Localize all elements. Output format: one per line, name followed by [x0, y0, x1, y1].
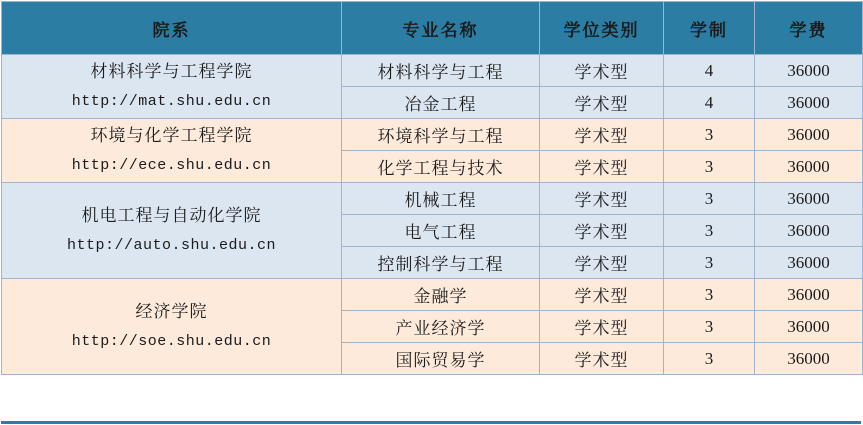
tuition-cell: 36000 [755, 87, 863, 119]
duration-cell: 4 [664, 87, 755, 119]
tuition-cell: 36000 [755, 247, 863, 279]
degree-type-cell: 学术型 [540, 279, 664, 311]
tuition-cell: 36000 [755, 119, 863, 151]
department-cell [2, 183, 342, 279]
column-header-duration: 学制 [664, 2, 755, 55]
duration-cell: 3 [664, 311, 755, 343]
table-header [2, 2, 863, 55]
degree-type-cell: 学术型 [540, 87, 664, 119]
degree-type-cell: 学术型 [540, 343, 664, 375]
degree-type-cell: 学术型 [540, 311, 664, 343]
degree-type-cell: 学术型 [540, 247, 664, 279]
degree-type-cell: 学术型 [540, 55, 664, 87]
degree-type-cell: 学术型 [540, 183, 664, 215]
duration-cell: 3 [664, 343, 755, 375]
department-name: 经济学院 [135, 302, 208, 322]
major-name-cell: 产业经济学 [342, 311, 540, 343]
major-name-cell: 冶金工程 [342, 87, 540, 119]
table-row [2, 183, 863, 215]
department-url[interactable]: http://ece.shu.edu.cn [71, 157, 272, 175]
major-name-cell: 机械工程 [342, 183, 540, 215]
column-header-tuition: 学费 [755, 2, 863, 55]
department-cell [2, 55, 342, 119]
duration-cell: 3 [664, 119, 755, 151]
duration-cell: 3 [664, 151, 755, 183]
tuition-cell: 36000 [755, 55, 863, 87]
department-name: 材料科学与工程学院 [90, 62, 253, 82]
duration-cell: 3 [664, 183, 755, 215]
table-row [2, 279, 863, 311]
department-cell [2, 279, 342, 375]
major-name-cell: 金融学 [342, 279, 540, 311]
column-header-department: 院系 [2, 2, 342, 55]
major-name-cell: 国际贸易学 [342, 343, 540, 375]
majors-table-sheet [0, 1, 863, 425]
duration-cell: 3 [664, 215, 755, 247]
department-name: 环境与化学工程学院 [90, 126, 253, 146]
degree-type-cell: 学术型 [540, 151, 664, 183]
department-url[interactable]: http://soe.shu.edu.cn [71, 333, 272, 351]
column-header-major: 专业名称 [342, 2, 540, 55]
tuition-cell: 36000 [755, 311, 863, 343]
tuition-cell: 36000 [755, 215, 863, 247]
tuition-cell: 36000 [755, 279, 863, 311]
duration-cell: 4 [664, 55, 755, 87]
duration-cell: 3 [664, 279, 755, 311]
major-name-cell: 材料科学与工程 [342, 55, 540, 87]
department-url[interactable]: http://mat.shu.edu.cn [71, 93, 272, 111]
department-cell [2, 119, 342, 183]
major-name-cell: 电气工程 [342, 215, 540, 247]
tuition-cell: 36000 [755, 343, 863, 375]
department-name: 机电工程与自动化学院 [81, 206, 262, 226]
tuition-cell: 36000 [755, 183, 863, 215]
header-row [2, 2, 863, 55]
major-name-cell: 控制科学与工程 [342, 247, 540, 279]
table-row [2, 55, 863, 87]
department-url[interactable]: http://auto.shu.edu.cn [66, 237, 277, 255]
major-name-cell: 化学工程与技术 [342, 151, 540, 183]
duration-cell: 3 [664, 247, 755, 279]
majors-table [1, 1, 863, 375]
column-header-degree-type: 学位类别 [540, 2, 664, 55]
degree-type-cell: 学术型 [540, 215, 664, 247]
table-body [2, 55, 863, 375]
tuition-cell: 36000 [755, 151, 863, 183]
degree-type-cell: 学术型 [540, 119, 664, 151]
major-name-cell: 环境科学与工程 [342, 119, 540, 151]
table-row [2, 119, 863, 151]
